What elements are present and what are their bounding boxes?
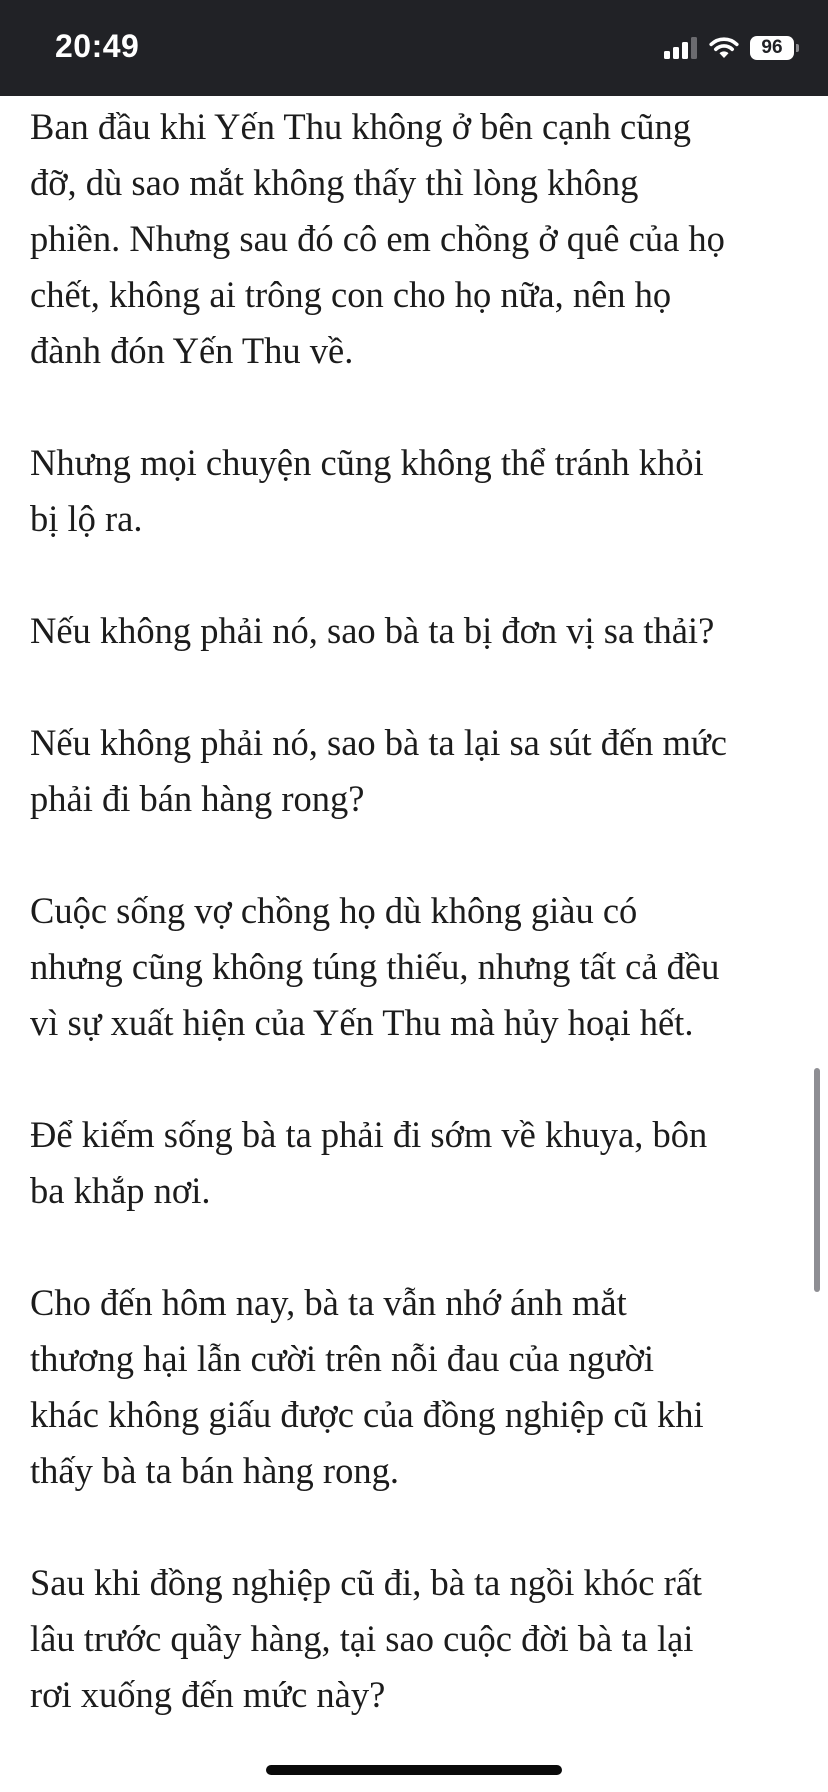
paragraph: Nếu không phải nó, sao bà ta lại sa sút đến mức phải đi bán hàng rong? <box>30 722 727 819</box>
home-indicator[interactable] <box>266 1765 562 1775</box>
paragraph: Để kiếm sống bà ta phải đi sớm về khuya, bôn ba khắp nơi. <box>30 1114 708 1211</box>
battery-tip <box>796 44 799 52</box>
paragraph: Nhưng mọi chuyện cũng không thể tránh khỏi bị lộ ra. <box>30 442 704 539</box>
wifi-icon <box>708 36 740 60</box>
signal-icon <box>664 37 698 59</box>
status-time: 20:49 <box>55 28 140 64</box>
battery-level: 96 <box>761 37 783 58</box>
paragraph: Cho đến hôm nay, bà ta vẫn nhớ ánh mắt thương hại lẫn cười trên nỗi đau của người khác không giấu được của đồng nghiệp cũ khi thấy bà ta bán hàng rong. <box>30 1282 704 1491</box>
paragraph: Ban đầu khi Yến Thu không ở bên cạnh cũng đỡ, dù sao mắt không thấy thì lòng không phiền. Nhưng sau đó cô em chồng ở quê của họ chết, không ai trông con cho họ nữa, nên họ đành đón Yến Thu về. <box>30 106 725 371</box>
paragraph: Nếu không phải nó, sao bà ta bị đơn vị sa thải? <box>30 610 715 651</box>
paragraph: Sau khi đồng nghiệp cũ đi, bà ta ngồi khóc rất lâu trước quầy hàng, tại sao cuộc đời bà ta lại rơi xuống đến mức này? <box>30 1562 703 1715</box>
status-bar <box>0 0 828 96</box>
paragraph: Cuộc sống vợ chồng họ dù không giàu có nhưng cũng không túng thiếu, nhưng tất cả đều vì sự xuất hiện của Yến Thu mà hủy hoại hết. <box>30 890 720 1043</box>
scroll-indicator[interactable] <box>814 1068 820 1292</box>
status-icons <box>664 36 794 60</box>
battery-icon <box>750 36 794 60</box>
article-content[interactable] <box>30 99 802 1789</box>
